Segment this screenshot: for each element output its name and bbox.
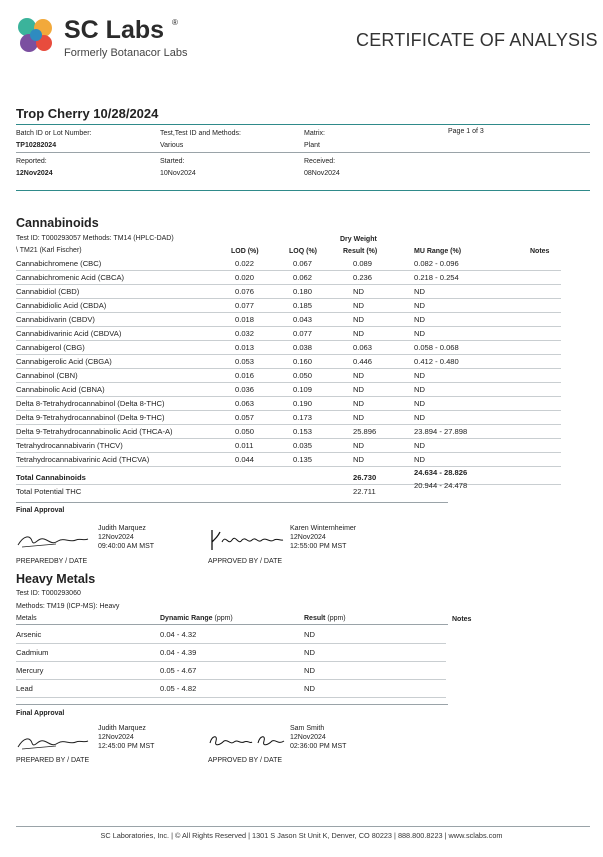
mu-range: ND xyxy=(414,301,425,310)
hm-header-line xyxy=(16,624,448,625)
batch-value: TP10282024 xyxy=(16,142,57,149)
analyte-name: Delta 9-Tetrahydrocannabinolic Acid (THCA-A) xyxy=(16,427,173,436)
metal-name: Cadmium xyxy=(16,648,49,657)
loq-value: 0.077 xyxy=(293,329,313,338)
signature-preparer-1 xyxy=(16,531,90,551)
result-value: 0.446 xyxy=(353,357,373,366)
mu-range: ND xyxy=(414,441,425,450)
lod-value: 0.053 xyxy=(235,357,255,366)
loq-value: 0.185 xyxy=(293,301,313,310)
mu-range: ND xyxy=(414,287,425,296)
metal-result: ND xyxy=(304,666,315,675)
result-value: ND xyxy=(353,287,364,296)
analyte-name: Tetrahydrocannabivarin (THCV) xyxy=(16,441,123,450)
cannabinoids-title: Cannabinoids xyxy=(16,216,99,230)
result-value: ND xyxy=(353,301,364,310)
metal-result: ND xyxy=(304,630,315,639)
analyte-name: Cannabidivarin (CBDV) xyxy=(16,315,95,324)
signature-preparer-2 xyxy=(16,733,90,753)
received-label: Received: xyxy=(304,158,336,165)
table-row xyxy=(16,453,561,467)
info-divider-2 xyxy=(16,190,590,191)
mu-range: ND xyxy=(414,455,425,464)
table-row xyxy=(16,313,561,327)
mu-range: 0.412 - 0.480 xyxy=(414,357,459,366)
col-header-loq: LOQ (%) xyxy=(289,248,317,255)
loq-value: 0.062 xyxy=(293,273,313,282)
table-row xyxy=(16,327,561,341)
table-row xyxy=(16,411,561,425)
analyte-name: Cannabigerol (CBG) xyxy=(16,343,85,352)
hm-col-result xyxy=(304,614,346,623)
potential-mu-range: 20.944 - 24.478 xyxy=(414,481,468,490)
received-value: 08Nov2024 xyxy=(304,170,340,177)
test-value: Various xyxy=(160,142,184,149)
lod-value: 0.044 xyxy=(235,455,255,464)
lod-value: 0.076 xyxy=(235,287,255,296)
col-header-result-1: Dry Weight xyxy=(340,236,377,243)
approval1-prep-date: 12Nov2024 xyxy=(98,534,134,541)
signature-approver-1 xyxy=(208,528,284,552)
hm-col-notes: Notes xyxy=(452,616,472,623)
loq-value: 0.135 xyxy=(293,455,313,464)
table-row xyxy=(16,341,561,355)
lod-value: 0.077 xyxy=(235,301,255,310)
result-value: ND xyxy=(353,329,364,338)
started-label: Started: xyxy=(160,158,185,165)
info-divider-1 xyxy=(16,152,590,153)
lod-value: 0.018 xyxy=(235,315,255,324)
result-value: ND xyxy=(353,385,364,394)
lod-value: 0.016 xyxy=(235,371,255,380)
lod-value: 0.020 xyxy=(235,273,255,282)
analyte-name: Cannabidiol (CBD) xyxy=(16,287,80,296)
lod-value: 0.063 xyxy=(235,399,255,408)
lod-value: 0.050 xyxy=(235,427,255,436)
approval2-appr-time: 02:36:00 PM MST xyxy=(290,743,347,750)
approval1-title: Final Approval xyxy=(16,507,65,514)
document-title: CERTIFICATE OF ANALYSIS xyxy=(356,30,598,50)
table-row xyxy=(16,662,446,680)
table-row xyxy=(16,285,561,299)
result-value: 0.089 xyxy=(353,259,373,268)
approval1-appr-label: APPROVED BY / DATE xyxy=(208,558,283,565)
loq-value: 0.043 xyxy=(293,315,313,324)
hm-col-result-label: Result xyxy=(304,615,326,622)
batch-label: Batch ID or Lot Number: xyxy=(16,130,92,137)
cannabinoids-test-line1: Test ID: T000293057 Methods: TM14 (HPLC-DAD) xyxy=(16,235,174,242)
brand-name: SC Labs xyxy=(64,16,165,44)
metal-range: 0.05 - 4.82 xyxy=(160,684,197,693)
result-value: ND xyxy=(353,413,364,422)
metal-name: Mercury xyxy=(16,666,44,675)
table-row xyxy=(16,644,446,662)
total-potential-thc-row xyxy=(16,481,561,499)
lod-value: 0.057 xyxy=(235,413,255,422)
mu-range: ND xyxy=(414,385,425,394)
col-header-notes: Notes xyxy=(530,248,550,255)
loq-value: 0.153 xyxy=(293,427,313,436)
table-row xyxy=(16,299,561,313)
metal-result: ND xyxy=(304,648,315,657)
approval2-prep-label: PREPARED BY / DATE xyxy=(16,757,90,764)
mu-range: ND xyxy=(414,315,425,324)
table-row xyxy=(16,439,561,453)
mu-range: ND xyxy=(414,371,425,380)
table-row xyxy=(16,383,561,397)
footer-divider xyxy=(16,826,590,827)
mu-range: 23.894 - 27.898 xyxy=(414,427,468,436)
table-row xyxy=(16,397,561,411)
lod-value: 0.013 xyxy=(235,343,255,352)
hm-col-metals: Metals xyxy=(16,615,37,622)
approval2-title: Final Approval xyxy=(16,710,65,717)
loq-value: 0.180 xyxy=(293,287,313,296)
table-row xyxy=(16,626,446,644)
metal-name: Lead xyxy=(16,684,33,693)
approval2-appr-label: APPROVED BY / DATE xyxy=(208,757,283,764)
mu-range: 0.218 - 0.254 xyxy=(414,273,459,282)
approval2-prep-date: 12Nov2024 xyxy=(98,734,134,741)
metal-range: 0.04 - 4.39 xyxy=(160,648,197,657)
matrix-value: Plant xyxy=(304,142,320,149)
hm-col-range-unit: (ppm) xyxy=(214,615,233,622)
brand-subtitle: Formerly Botanacor Labs xyxy=(64,47,188,59)
analyte-name: Cannabinol (CBN) xyxy=(16,371,78,380)
reported-label: Reported: xyxy=(16,158,47,165)
total-mu-range: 24.634 - 28.826 xyxy=(414,468,468,477)
total-value: 26.730 xyxy=(353,473,377,482)
approval2-prep-name: Judith Marquez xyxy=(98,725,146,732)
approval2-divider xyxy=(16,704,448,705)
table-row xyxy=(16,271,561,285)
approval1-appr-name: Karen Winternheimer xyxy=(290,525,357,532)
table-row xyxy=(16,369,561,383)
loq-value: 0.190 xyxy=(293,399,313,408)
table-row xyxy=(16,257,561,271)
approval2-appr-date: 12Nov2024 xyxy=(290,734,326,741)
analyte-name: Delta 9-Tetrahydrocannabinol (Delta 9-THC) xyxy=(16,413,165,422)
reported-value: 12Nov2024 xyxy=(16,170,53,177)
approval1-divider xyxy=(16,502,448,503)
table-row xyxy=(16,680,446,698)
footer-text: SC Laboratories, Inc. | © All Rights Reserved | 1301 S Jason St Unit K, Denver, CO 80223 | 888.800.8223 | www.sclabs.com xyxy=(100,831,503,840)
loq-value: 0.067 xyxy=(293,259,313,268)
loq-value: 0.173 xyxy=(293,413,313,422)
lod-value: 0.032 xyxy=(235,329,255,338)
cannabinoids-test-line2: \ TM21 (Karl Fischer) xyxy=(16,247,82,254)
potential-value: 22.711 xyxy=(353,487,376,496)
analyte-name: Delta 8-Tetrahydrocannabinol (Delta 8-THC) xyxy=(16,399,165,408)
result-value: ND xyxy=(353,399,364,408)
col-header-result-2: Result (%) xyxy=(343,248,378,255)
mu-range: 0.082 - 0.096 xyxy=(414,259,459,268)
approval1-prep-time: 09:40:00 AM MST xyxy=(98,543,155,550)
result-value: ND xyxy=(353,441,364,450)
metal-result: ND xyxy=(304,684,315,693)
col-header-mu: MU Range (%) xyxy=(414,248,462,255)
approval2-appr-name: Sam Smith xyxy=(290,725,325,732)
test-label: Test,Test ID and Methods: xyxy=(160,130,241,137)
result-value: 0.236 xyxy=(353,273,373,282)
analyte-name: Cannabidiolic Acid (CBDA) xyxy=(16,301,107,310)
metal-name: Arsenic xyxy=(16,630,42,639)
col-header-lod: LOD (%) xyxy=(231,248,259,255)
lod-value: 0.011 xyxy=(235,441,254,450)
analyte-name: Cannabidivarinic Acid (CBDVA) xyxy=(16,329,122,338)
mu-range: ND xyxy=(414,413,425,422)
mu-range: ND xyxy=(414,399,425,408)
analyte-name: Tetrahydrocannabivarinic Acid (THCVA) xyxy=(16,455,150,464)
analyte-name: Cannabichromene (CBC) xyxy=(16,259,102,268)
heavy-metals-methods: Methods: TM19 (ICP-MS): Heavy xyxy=(16,603,120,610)
analyte-name: Cannabichromenic Acid (CBCA) xyxy=(16,273,125,282)
hm-col-result-unit: (ppm) xyxy=(327,615,346,622)
approval1-prep-name: Judith Marquez xyxy=(98,525,146,532)
result-value: 25.896 xyxy=(353,427,377,436)
hm-col-range-label: Dynamic Range xyxy=(160,615,213,622)
result-value: ND xyxy=(353,371,364,380)
title-divider xyxy=(16,124,590,125)
lod-value: 0.022 xyxy=(235,259,255,268)
loq-value: 0.109 xyxy=(293,385,313,394)
sc-labs-logo-mark xyxy=(16,16,56,54)
analyte-name: Cannabigerolic Acid (CBGA) xyxy=(16,357,112,366)
approval1-prep-label: PREPAREDBY / DATE xyxy=(16,558,88,565)
signature-approver-2 xyxy=(208,731,286,751)
brand-registered-mark: ® xyxy=(172,18,178,27)
loq-value: 0.038 xyxy=(293,343,313,352)
started-value: 10Nov2024 xyxy=(160,170,196,177)
metal-range: 0.04 - 4.32 xyxy=(160,630,197,639)
heavy-metals-title: Heavy Metals xyxy=(16,572,96,586)
total-cannabinoids-row xyxy=(16,468,561,485)
heavy-metals-test-id: Test ID: T000293060 xyxy=(16,590,81,597)
potential-label: Total Potential THC xyxy=(16,487,82,496)
analyte-name: Cannabinolic Acid (CBNA) xyxy=(16,385,105,394)
matrix-label: Matrix: xyxy=(304,130,325,137)
table-row xyxy=(16,425,561,439)
loq-value: 0.160 xyxy=(293,357,313,366)
loq-value: 0.050 xyxy=(293,371,313,380)
approval2-prep-time: 12:45:00 PM MST xyxy=(98,743,155,750)
metal-range: 0.05 - 4.67 xyxy=(160,666,197,675)
result-value: ND xyxy=(353,315,364,324)
hm-col-range xyxy=(160,614,233,623)
approval1-appr-time: 12:55:00 PM MST xyxy=(290,543,347,550)
lod-value: 0.036 xyxy=(235,385,255,394)
approval1-appr-date: 12Nov2024 xyxy=(290,534,326,541)
total-label: Total Cannabinoids xyxy=(16,473,86,482)
mu-range: ND xyxy=(414,329,425,338)
result-value: ND xyxy=(353,455,364,464)
sample-title: Trop Cherry 10/28/2024 xyxy=(16,106,159,121)
mu-range: 0.058 - 0.068 xyxy=(414,343,459,352)
page-number: Page 1 of 3 xyxy=(448,128,484,135)
loq-value: 0.035 xyxy=(293,441,313,450)
result-value: 0.063 xyxy=(353,343,373,352)
table-row xyxy=(16,355,561,369)
